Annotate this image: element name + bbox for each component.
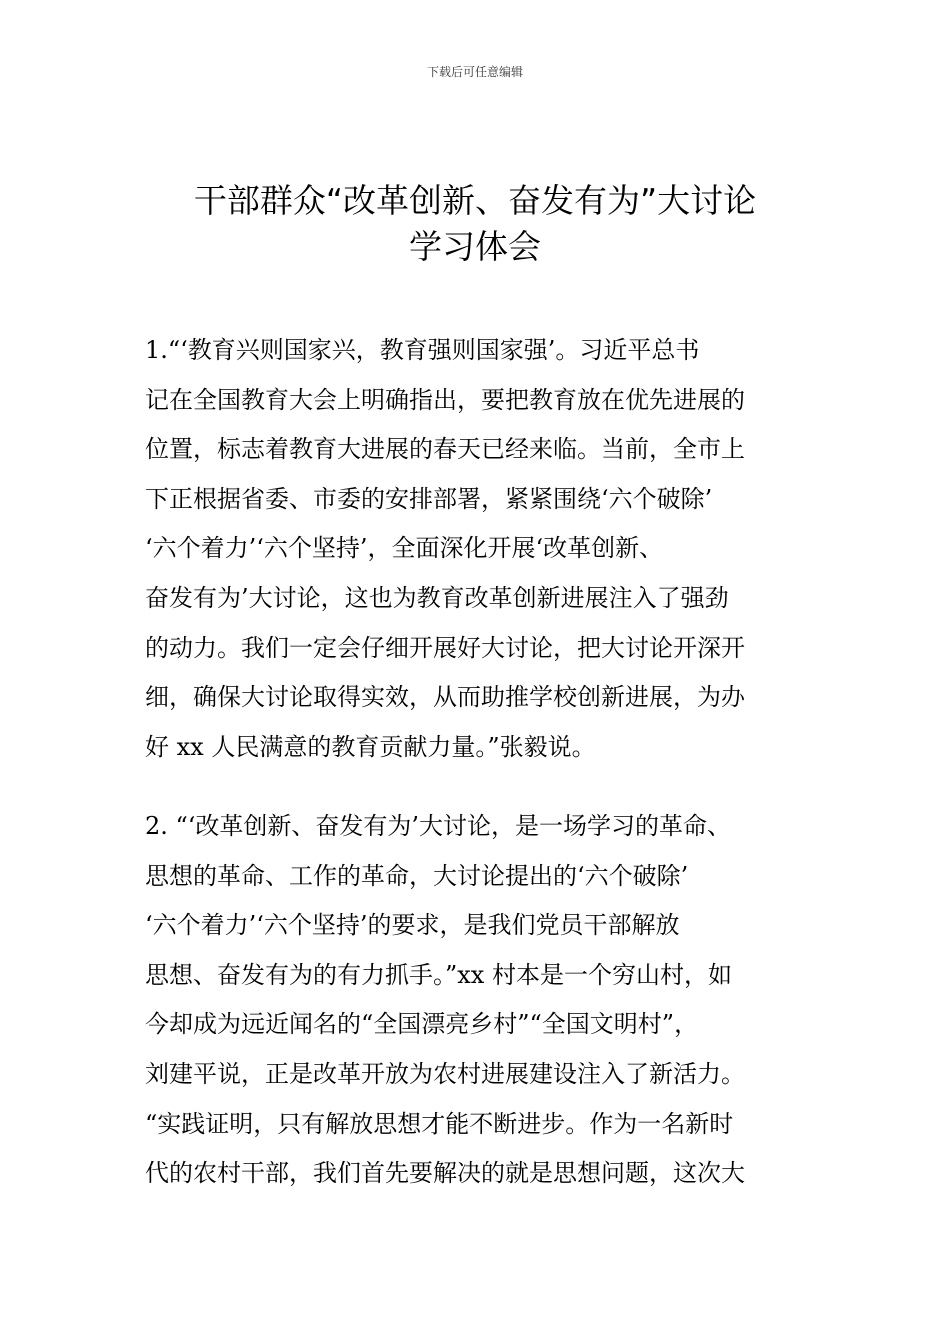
- paragraph-line: 刘建平说，正是改革开放为农村进展建设注入了新活力。: [145, 1059, 745, 1088]
- header-note: 下载后可任意编辑: [426, 65, 523, 79]
- paragraph-line: 思想、奋发有为的有力抓手。”xx 村本是一个穷山村，如: [145, 960, 732, 989]
- paragraph-line: “实践证明，只有解放思想才能不断进步。作为一名新时: [145, 1109, 734, 1138]
- paragraph-2: [145, 802, 835, 1199]
- paragraph-line: 的动力。我们一定会仔细开展好大讨论，把大讨论开深开: [145, 633, 745, 662]
- paragraph-line: 2. “‘改革创新、奋发有为’大讨论，是一场学习的革命、: [145, 812, 732, 840]
- paragraph-line: 位置，标志着教育大进展的春天已经来临。当前，全市上: [145, 435, 745, 464]
- paragraph-line: 好 xx 人民满意的教育贡献力量。”张毅说。: [145, 732, 596, 761]
- document-title: [0, 178, 950, 270]
- paragraph-line: 代的农村干部，我们首先要解决的就是思想问题，这次大: [145, 1159, 745, 1188]
- paragraph-line: ‘六个着力’‘六个坚持’的要求，是我们党员干部解放: [145, 911, 680, 940]
- paragraph-line: 奋发有为’大讨论，这也为教育改革创新进展注入了强劲: [145, 583, 729, 612]
- title-line: 学习体会: [409, 227, 541, 266]
- paragraph-line: 思想的革命、工作的革命，大讨论提出的‘六个破除’: [145, 861, 689, 890]
- paragraph-line: 细，确保大讨论取得实效，从而助推学校创新进展，为办: [145, 683, 745, 712]
- paragraph-line: 下正根据省委、市委的安排部署，紧紧围绕‘六个破除’: [145, 484, 713, 513]
- title-line: 干部群众“改革创新、奋发有为”大讨论: [193, 181, 757, 220]
- paragraph-line: 记在全国教育大会上明确指出，要把教育放在优先进展的: [145, 385, 745, 414]
- paragraph-line: 1.“‘教育兴则国家兴，教育强则国家强’。习近平总书: [145, 336, 700, 364]
- paragraph-line: ‘六个着力’‘六个坚持’，全面深化开展‘改革创新、: [145, 534, 664, 563]
- paragraph-1: [145, 326, 835, 772]
- paragraph-line: 今却成为远近闻名的“全国漂亮乡村”“全国文明村”，: [145, 1010, 699, 1039]
